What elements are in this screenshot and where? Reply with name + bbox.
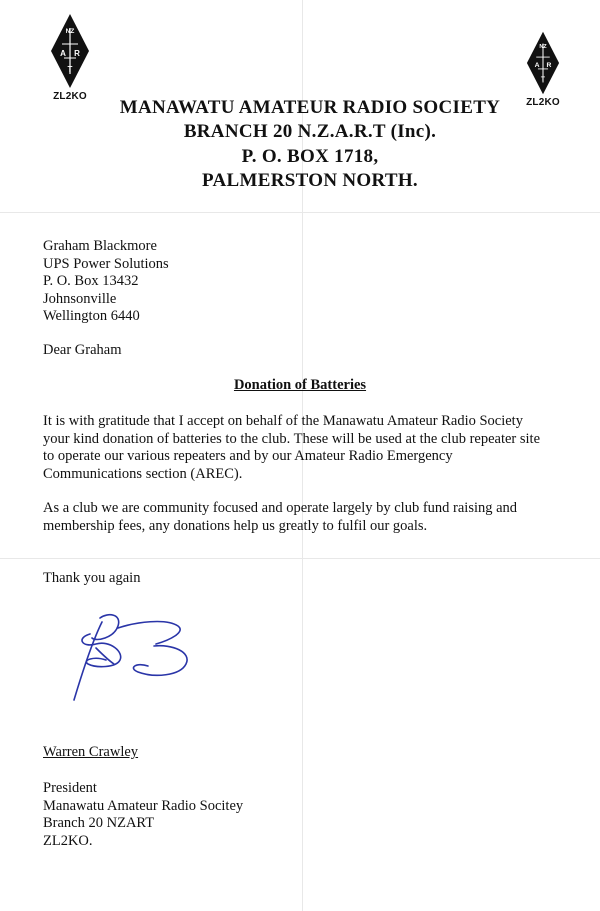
body-paragraph-1 — [43, 413, 563, 483]
fold-line — [0, 212, 600, 213]
signatory-callsign: ZL2KO. — [43, 832, 93, 849]
recipient-city: Wellington 6440 — [43, 308, 140, 324]
salutation: Dear Graham — [43, 342, 122, 358]
logo-callsign: ZL2KO — [526, 97, 560, 108]
letterhead-branch: BRANCH 20 N.Z.A.R.T (Inc). — [183, 121, 437, 142]
recipient-company: UPS Power Solutions — [43, 255, 169, 272]
emblem-text-a: A — [534, 62, 540, 70]
body-paragraph-2 — [43, 500, 563, 535]
closing-line: Thank you again — [43, 570, 141, 586]
recipient-po-box: P. O. Box 13432 — [43, 273, 139, 289]
signatory-organization: Manawatu Amateur Radio Socitey — [43, 797, 244, 814]
recipient-address — [43, 238, 169, 326]
recipient-suburb: Johnsonville — [43, 290, 117, 307]
letterhead-po-box: P. O. BOX 1718, — [241, 146, 379, 167]
emblem-text-r: R — [546, 62, 552, 70]
nzart-diamond-icon — [49, 12, 91, 90]
logo-callsign: ZL2KO — [53, 91, 87, 102]
body-line: your kind donation of batteries to the club. These will be used at the club repeater site — [43, 430, 541, 447]
body-line: It is with gratitude that I accept on behalf of the Manawatu Amateur Radio Society — [43, 413, 523, 429]
letterhead-org-name: MANAWATU AMATEUR RADIO SOCIETY — [119, 97, 501, 118]
nzart-logo-left — [35, 12, 105, 102]
signatory-name — [43, 744, 138, 762]
body-line: As a club we are community focused and operate largely by club fund raising and — [43, 500, 518, 516]
body-line: Communications section (AREC). — [43, 465, 243, 482]
fold-line — [0, 558, 600, 559]
handwritten-signature — [66, 608, 206, 708]
body-line: to operate our various repeaters and by our Amateur Radio Emergency — [43, 448, 453, 464]
recipient-name: Graham Blackmore — [43, 238, 157, 254]
emblem-text-a: A — [60, 49, 66, 58]
emblem-text-nz: NZ — [65, 28, 75, 35]
letterhead-city: PALMERSTON NORTH. — [202, 170, 418, 191]
signatory-branch: Branch 20 NZART — [43, 815, 155, 831]
body-line: membership fees, any donations help us greatly to fulfil our goals. — [43, 517, 428, 534]
emblem-text-t: T — [540, 75, 546, 83]
signatory-title: President — [43, 780, 97, 796]
nzart-diamond-icon — [525, 30, 561, 96]
emblem-text-nz: NZ — [539, 43, 547, 50]
emblem-text-t: T — [67, 65, 73, 74]
emblem-text-r: R — [74, 49, 80, 58]
signatory-name-text: Warren Crawley — [43, 744, 139, 760]
signatory-details — [43, 780, 243, 850]
subject-heading: Donation of Batteries — [233, 377, 367, 393]
